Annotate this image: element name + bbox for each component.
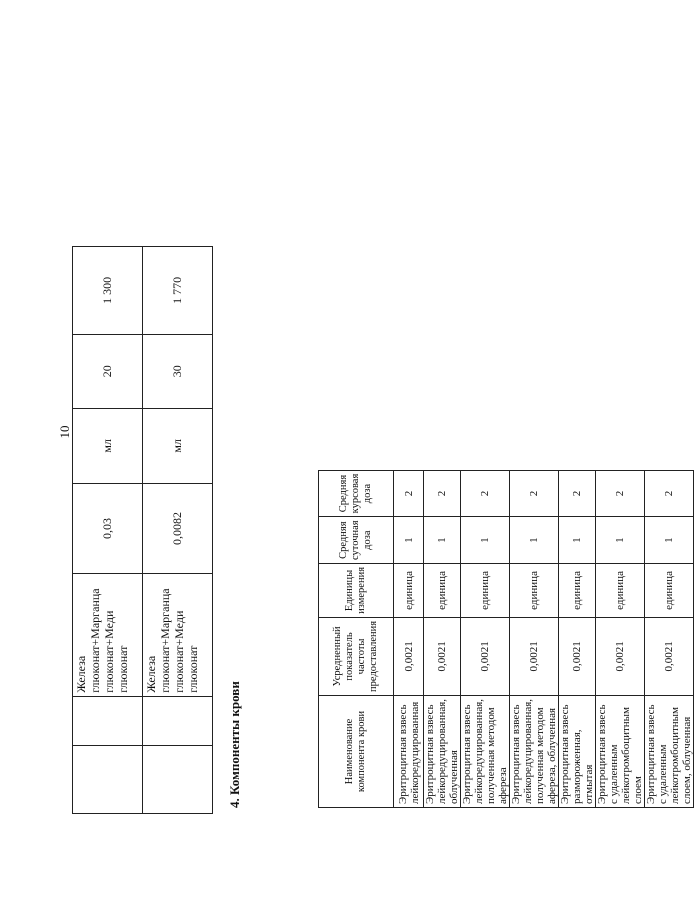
component-name-cell: Эритроцитная взвесь с удаленным лейкотромбоцитным слоем (596, 695, 645, 807)
table-cell-empty (73, 745, 143, 813)
table-cell-empty (143, 696, 213, 745)
header-name: Наименование компонента крови (319, 695, 394, 807)
course-dose-cell: 2 (394, 470, 424, 517)
unit-cell: единица (510, 563, 559, 617)
course-dose-cell: 1 770 (143, 247, 213, 335)
frequency-cell: 0,0021 (461, 617, 510, 695)
unit-cell: единица (559, 563, 596, 617)
daily-dose-cell: 1 (510, 517, 559, 564)
course-dose-cell: 2 (596, 470, 645, 517)
course-dose-cell: 2 (461, 470, 510, 517)
daily-dose-cell: 1 (394, 517, 424, 564)
drug-name-cell: Железа глюконат+Марганца глюконат+Меди глюконат (73, 574, 143, 696)
daily-dose-cell: 30 (143, 334, 213, 408)
unit-cell: единица (461, 563, 510, 617)
unit-cell: единица (424, 563, 461, 617)
daily-dose-cell: 1 (461, 517, 510, 564)
unit-cell: единица (645, 563, 694, 617)
blood-components-table-container (318, 470, 694, 808)
table-row (143, 247, 213, 814)
unit-cell: мл (73, 408, 143, 483)
course-dose-cell: 2 (559, 470, 596, 517)
table-row (510, 470, 559, 807)
header-course-dose: Средняя курсовая доза (319, 470, 394, 517)
table-row (559, 470, 596, 807)
blood-components-table (318, 470, 694, 808)
table-row (461, 470, 510, 807)
section-title: 4. Компоненты крови (227, 681, 242, 808)
unit-cell: единица (394, 563, 424, 617)
header-unit: Единицы измерения (319, 563, 394, 617)
component-name-cell: Эритроцитная взвесь с удаленным лейкотромбоцитным слоем, облученная (645, 695, 694, 807)
frequency-cell: 0,0082 (143, 483, 213, 574)
frequency-cell: 0,03 (73, 483, 143, 574)
table-row (424, 470, 461, 807)
daily-dose-cell: 20 (73, 334, 143, 408)
header-daily-dose: Средняя суточная доза (319, 517, 394, 564)
frequency-cell: 0,0021 (510, 617, 559, 695)
component-name-cell: Эритроцитная взвесь лейкоредуцированная, полученная методом афереза, облученная (510, 695, 559, 807)
header-frequency: Усредненный показатель частоты предоставления (319, 617, 394, 695)
table-row (394, 470, 424, 807)
table-header-row (319, 470, 394, 807)
course-dose-cell: 1 300 (73, 247, 143, 335)
frequency-cell: 0,0021 (424, 617, 461, 695)
unit-cell: мл (143, 408, 213, 483)
daily-dose-cell: 1 (645, 517, 694, 564)
page-number: 10 (57, 425, 72, 439)
daily-dose-cell: 1 (559, 517, 596, 564)
table-row (73, 247, 143, 814)
unit-cell: единица (596, 563, 645, 617)
course-dose-cell: 2 (510, 470, 559, 517)
table-cell-empty (143, 745, 213, 813)
frequency-cell: 0,0021 (559, 617, 596, 695)
component-name-cell: Эритроцитная взвесь лейкоредуцированная (394, 695, 424, 807)
frequency-cell: 0,0021 (394, 617, 424, 695)
component-name-cell: Эритроцитная взвесь размороженная, отмытая (559, 695, 596, 807)
component-name-cell: Эритроцитная взвесь лейкоредуцированная, полученная методом афереза (461, 695, 510, 807)
frequency-cell: 0,0021 (645, 617, 694, 695)
daily-dose-cell: 1 (596, 517, 645, 564)
table-cell-empty (73, 696, 143, 745)
drug-name-cell: Железа глюконат+Марганца глюконат+Меди глюконат (143, 574, 213, 696)
daily-dose-cell: 1 (424, 517, 461, 564)
frequency-cell: 0,0021 (596, 617, 645, 695)
table-row (645, 470, 694, 807)
continuation-table-container (72, 246, 213, 814)
course-dose-cell: 2 (424, 470, 461, 517)
component-name-cell: Эритроцитная взвесь лейкоредуцированная, облученная (424, 695, 461, 807)
course-dose-cell: 2 (645, 470, 694, 517)
continuation-table (72, 246, 213, 814)
table-row (596, 470, 645, 807)
